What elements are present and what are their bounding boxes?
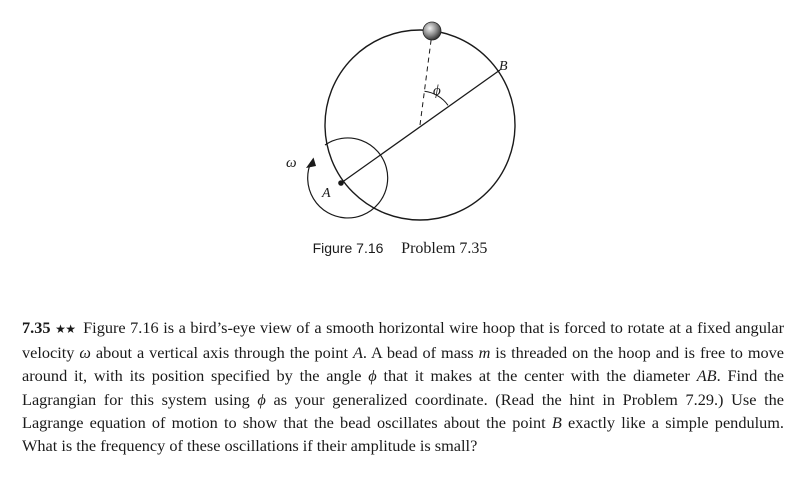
problem-text-segment: exactly like a simple pendulum. What is the frequency of these oscillations if their amplitude is small? (22, 412, 784, 456)
rotation-arrowhead (306, 158, 316, 169)
problem-text (22, 316, 784, 457)
problem-text-segment: . Find the Lagrangian for this system using (22, 366, 784, 409)
point-a-symbol: A (352, 343, 363, 363)
problem-text-segment: . A bead of mass (362, 343, 479, 363)
problem-text-segment: that it makes at the center with the diameter (376, 366, 697, 386)
omega-label: ω (286, 155, 297, 171)
diameter-ab-symbol: AB (696, 366, 717, 386)
mass-symbol: m (478, 343, 491, 363)
phi-symbol: ϕ (257, 389, 266, 409)
figure-label: Figure 7.16 (312, 240, 384, 256)
phi-symbol: ϕ (368, 366, 377, 386)
figure-caption (0, 240, 800, 258)
diameter-ab (341, 70, 500, 183)
point-b-label: B (499, 59, 508, 74)
problem-number: 7.35 (22, 318, 51, 337)
bead-radius-dashed (420, 33, 432, 125)
point-a-dot (338, 180, 344, 186)
bead (423, 22, 441, 40)
point-b-symbol: B (551, 412, 562, 432)
caption-problem-label: Problem 7.35 (401, 240, 488, 257)
problem-text-segment: as your generalized coordinate. (Read the hint in Problem 7.29.) Use the Lagrange equation of motion to show that the bead oscillates about the point (22, 389, 784, 432)
point-a-label: A (322, 186, 331, 201)
difficulty-stars: ★★ (55, 322, 76, 336)
problem-text-segment: about a vertical axis through the point (90, 343, 353, 363)
omega-symbol: ω (79, 343, 91, 363)
problem-text-segment: is threaded on the hoop and is free to move around it, with its position specified by the angle (22, 343, 785, 386)
phi-label: ϕ (433, 83, 441, 99)
problem-text-segment: Figure 7.16 is a bird’s-eye view of a smooth horizontal wire hoop that is forced to rotate at a fixed angular velocity (22, 318, 785, 363)
